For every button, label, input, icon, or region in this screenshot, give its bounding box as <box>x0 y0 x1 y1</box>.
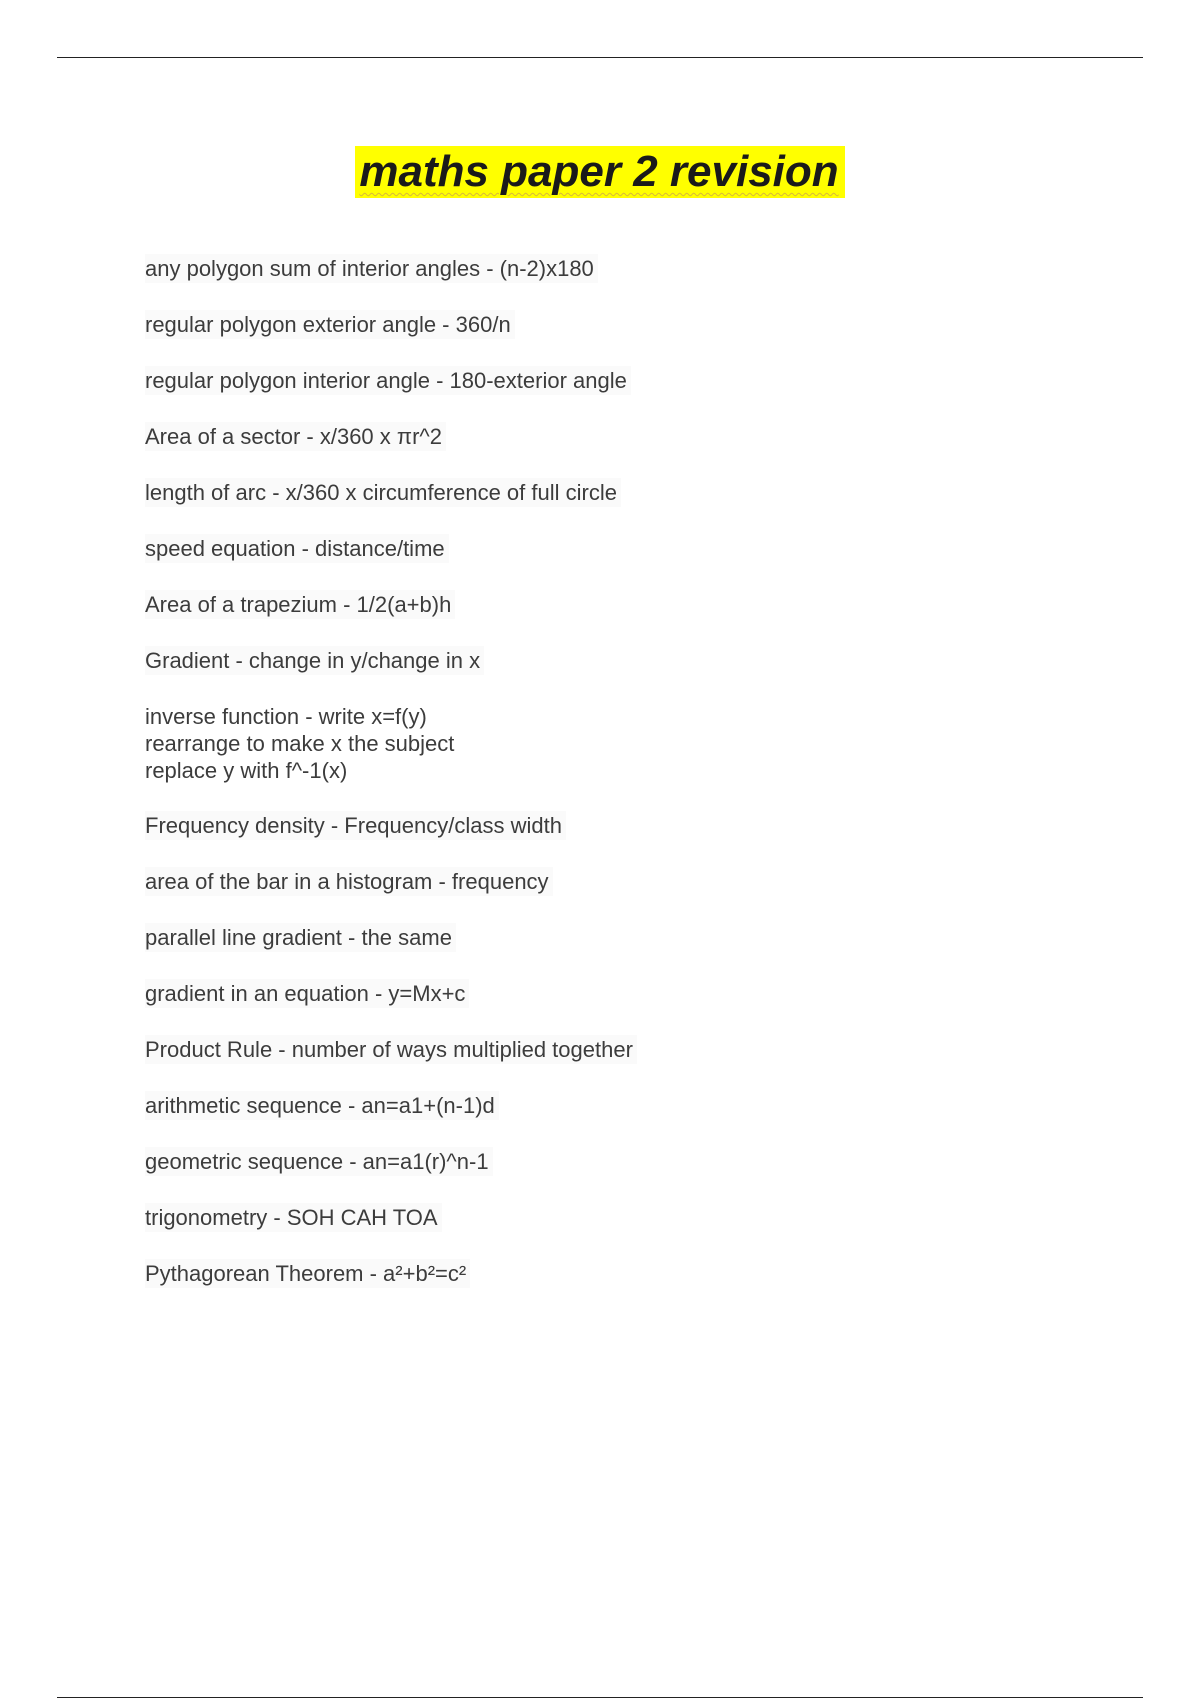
entry-text-line-2: rearrange to make x the subject <box>145 731 455 756</box>
list-item <box>145 1204 1045 1231</box>
list-item <box>145 1036 1045 1063</box>
entry-text: trigonometry - SOH CAH TOA <box>145 1203 442 1232</box>
entry-text: speed equation - distance/time <box>145 534 449 563</box>
top-rule <box>57 57 1143 58</box>
entry-text: Frequency density - Frequency/class width <box>145 811 566 840</box>
revision-list <box>145 255 1045 1316</box>
list-item <box>145 367 1045 394</box>
list-item <box>145 255 1045 282</box>
entry-text: area of the bar in a histogram - frequency <box>145 867 553 896</box>
list-item <box>145 479 1045 506</box>
list-item <box>145 812 1045 839</box>
list-item <box>145 535 1045 562</box>
list-item <box>145 647 1045 674</box>
entry-text: Gradient - change in y/change in x <box>145 646 484 675</box>
entry-text: gradient in an equation - y=Mx+c <box>145 979 469 1008</box>
list-item <box>145 980 1045 1007</box>
entry-text: inverse function - write x=f(y) <box>145 704 427 729</box>
list-item <box>145 924 1045 951</box>
list-item <box>145 423 1045 450</box>
list-item <box>145 591 1045 618</box>
entry-text: any polygon sum of interior angles - (n-2)x180 <box>145 254 598 283</box>
list-item <box>145 1148 1045 1175</box>
entry-text: parallel line gradient - the same <box>145 923 456 952</box>
list-item <box>145 1092 1045 1119</box>
entry-text: arithmetic sequence - an=a1+(n-1)d <box>145 1091 499 1120</box>
bottom-rule <box>57 1697 1143 1698</box>
list-item <box>145 311 1045 338</box>
entry-text: regular polygon interior angle - 180-exterior angle <box>145 366 631 395</box>
entry-text: length of arc - x/360 x circumference of full circle <box>145 478 621 507</box>
entry-text: Area of a sector - x/360 x πr^2 <box>145 422 446 451</box>
entry-text: Area of a trapezium - 1/2(a+b)h <box>145 590 455 619</box>
title-block <box>0 146 1200 198</box>
document-title: maths paper 2 revision <box>355 146 844 198</box>
list-item <box>145 1260 1045 1287</box>
entry-text: Pythagorean Theorem - a²+b²=c² <box>145 1259 470 1288</box>
entry-text-line-3: replace y with f^-1(x) <box>145 758 348 783</box>
list-item-inverse-function <box>145 703 1045 784</box>
entry-text: regular polygon exterior angle - 360/n <box>145 310 515 339</box>
entry-text: Product Rule - number of ways multiplied together <box>145 1035 637 1064</box>
entry-text: geometric sequence - an=a1(r)^n-1 <box>145 1147 493 1176</box>
list-item <box>145 868 1045 895</box>
